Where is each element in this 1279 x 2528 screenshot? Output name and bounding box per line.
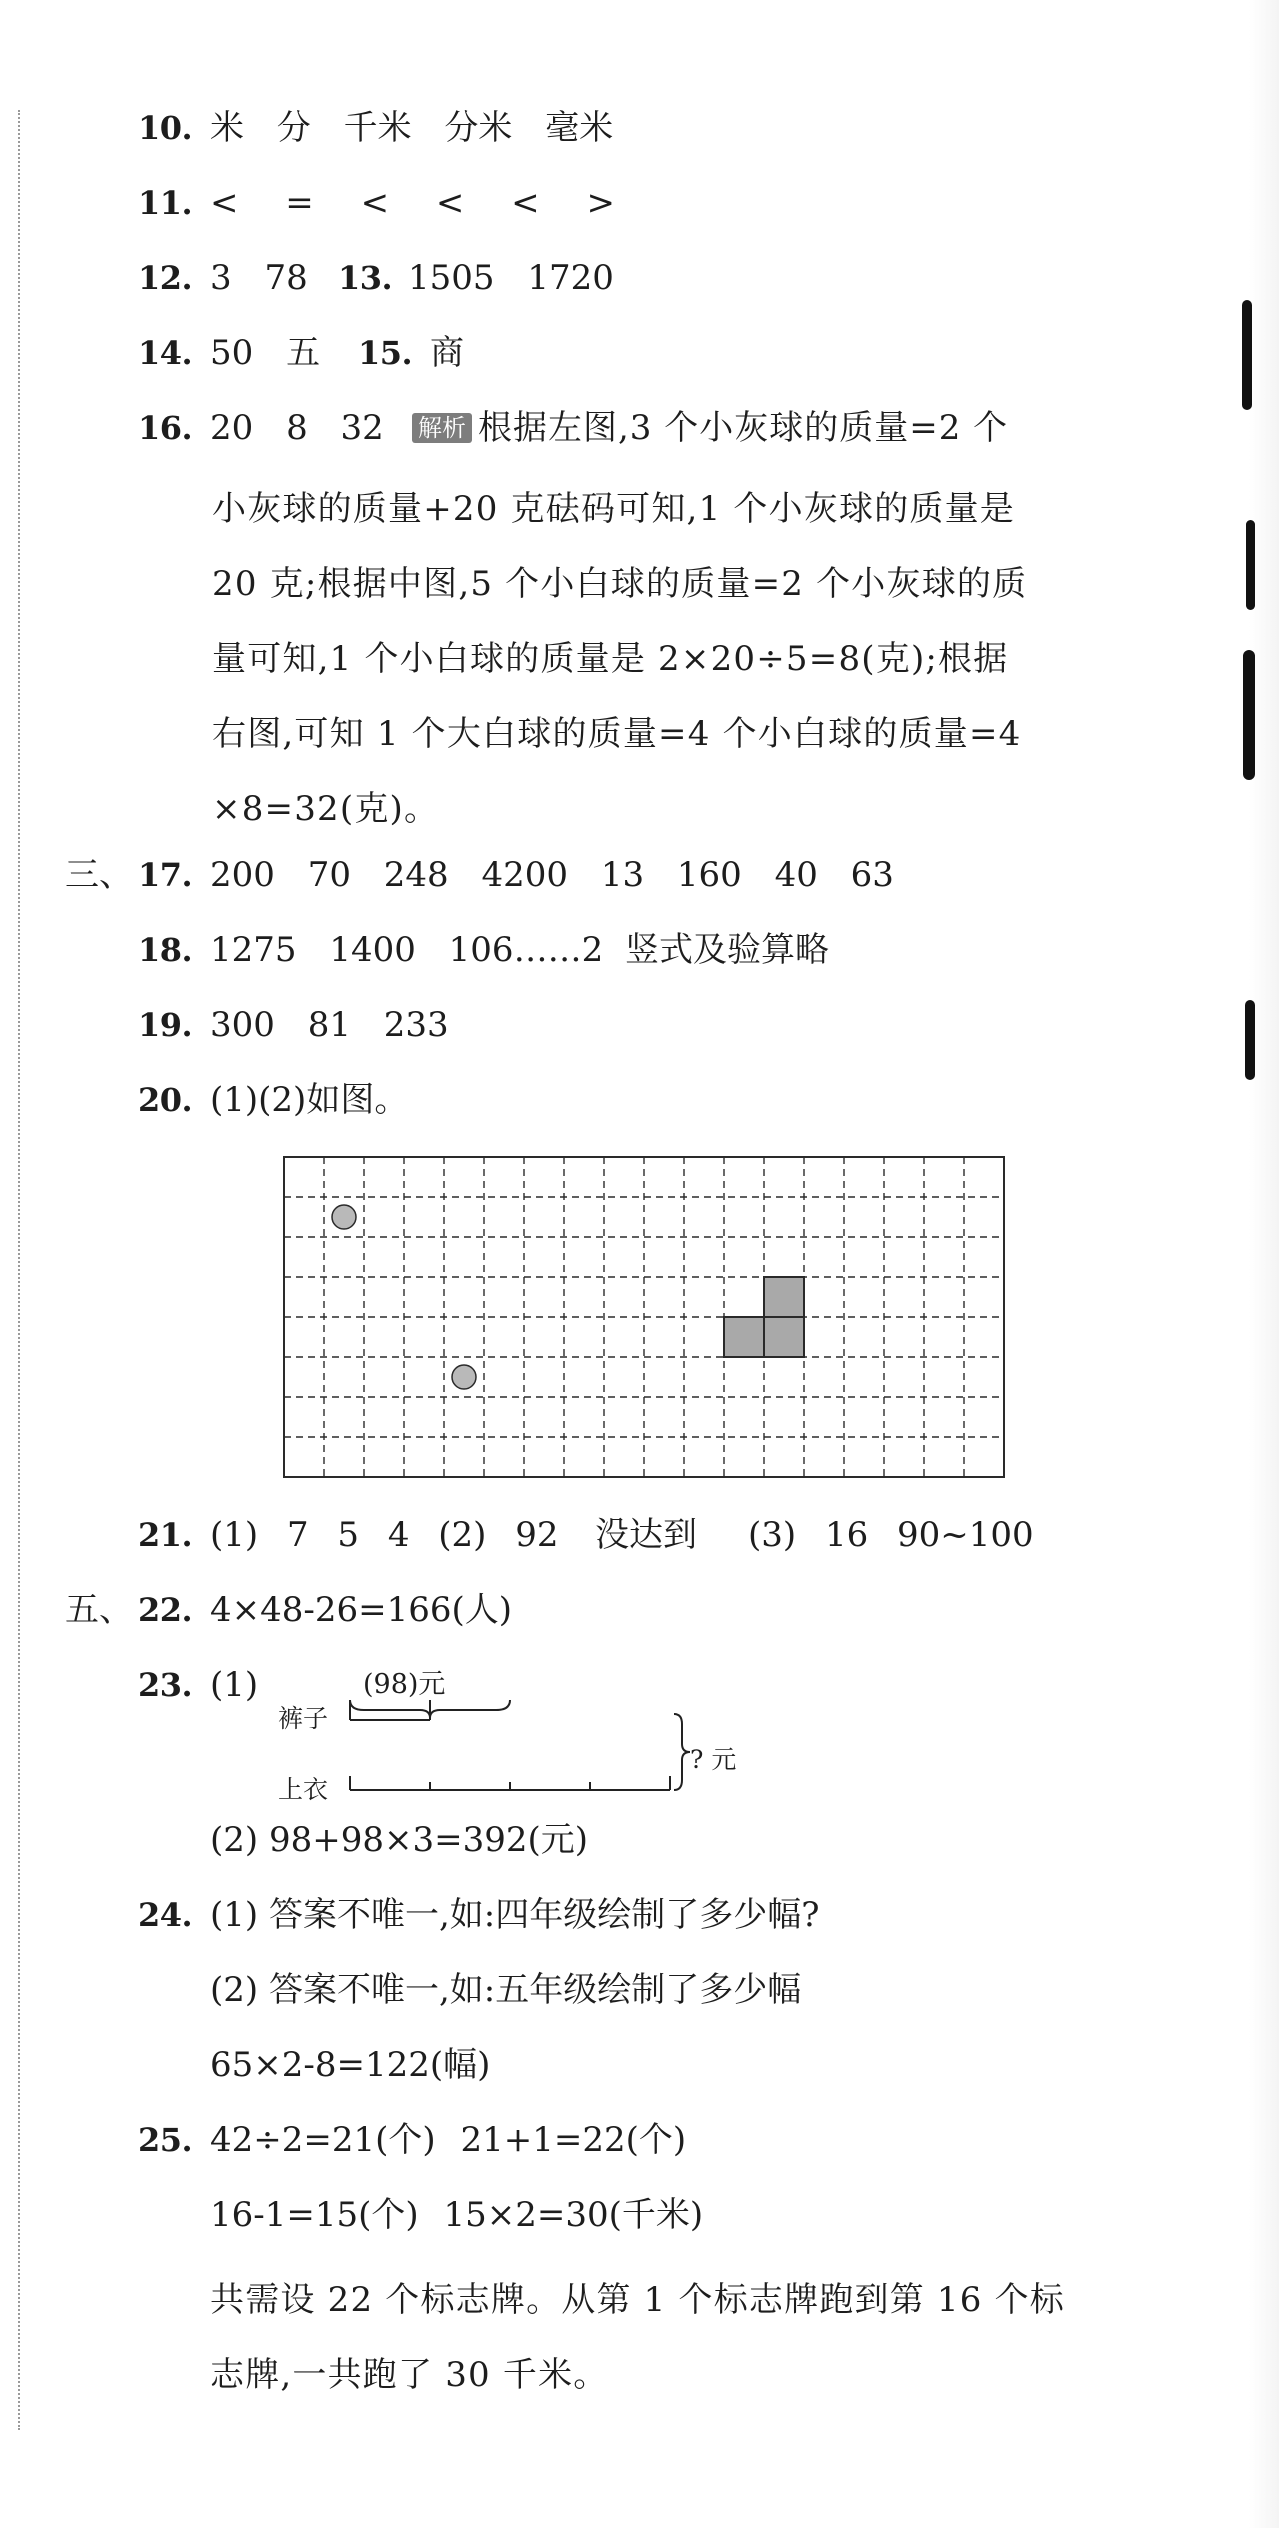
item-number: 18. [138, 931, 193, 969]
segment-lines [278, 1662, 778, 1812]
item-number: 17. [138, 856, 193, 894]
analysis-line: 右图,可知 1 个大白球的质量=4 个小白球的质量=4 [212, 714, 1022, 754]
answer-text: 300 81 233 [210, 1005, 449, 1045]
grid-figure [280, 1155, 1010, 1480]
answer-text: 志牌,一共跑了 30 千米。 [210, 2355, 609, 2395]
item-number: 25. [138, 2121, 193, 2159]
answer-text: 4×48-26=166(人) [210, 1590, 513, 1630]
analysis-line: 20 克;根据中图,5 个小白球的质量=2 个小灰球的质 [212, 564, 1028, 604]
item-number: 21. [138, 1516, 193, 1554]
value-label: (98)元 [363, 1669, 446, 1700]
total-label: ? 元 [690, 1745, 737, 1774]
shaded-cell [764, 1277, 804, 1317]
item-number: 13. [338, 259, 393, 297]
answer-text: 3 78 [210, 258, 308, 298]
grid-circle [332, 1205, 356, 1229]
analysis-line: 根据左图,3 个小灰球的质量=2 个 [478, 408, 1009, 448]
answer-text: < = < < < > [210, 183, 615, 223]
total-brace [674, 1714, 690, 1790]
item-number: 11. [138, 184, 193, 222]
answer-text: 20 8 32 [210, 408, 384, 448]
section-marker: 三、 [65, 855, 133, 895]
scan-mark [1246, 520, 1255, 610]
binding-dotted-line [18, 110, 20, 2430]
item-number: 19. [138, 1006, 193, 1044]
item-number: 10. [138, 109, 193, 147]
analysis-line: 量可知,1 个小白球的质量是 2×20÷5=8(克);根据 [212, 639, 1009, 679]
scan-mark [1242, 300, 1252, 410]
item-number: 23. [138, 1666, 193, 1704]
answer-text: (1) [210, 1665, 259, 1705]
shaded-cell [724, 1317, 764, 1357]
answer-text: 商 [430, 333, 464, 373]
answer-text: (2) 98+98×3=392(元) [210, 1820, 589, 1860]
answer-text: 42÷2=21(个) 21+1=22(个) [210, 2120, 687, 2160]
analysis-paragraph [212, 472, 1092, 847]
bar-lines [350, 1700, 670, 1790]
answer-text: 65×2-8=122(幅) [210, 2045, 491, 2085]
analysis-line: 小灰球的质量+20 克砝码可知,1 个小灰球的质量是 [212, 489, 1016, 529]
answer-text: 1275 1400 106……2 [210, 930, 604, 970]
answer-text: 米 分 千米 分米 毫米 [210, 108, 614, 148]
answer-text: 50 五 [210, 333, 321, 373]
item-number: 16. [138, 409, 193, 447]
page-edge-shadow [1249, 0, 1279, 2528]
item-number: 15. [358, 334, 413, 372]
answer-note: 竖式及验算略 [625, 930, 829, 970]
analysis-tag: 解析 [412, 413, 472, 443]
section-marker: 五、 [65, 1590, 133, 1630]
line-segment-diagram [278, 1662, 778, 1812]
scan-mark [1243, 650, 1255, 780]
grid-circle [452, 1365, 476, 1389]
shaded-cell [764, 1317, 804, 1357]
item-number: 20. [138, 1081, 193, 1119]
answer-text: (1) 答案不唯一,如:四年级绘制了多少幅? [210, 1895, 820, 1935]
item-number: 24. [138, 1896, 193, 1934]
pants-label: 裤子 [278, 1704, 329, 1733]
answer-text: (1)(2)如图。 [210, 1080, 409, 1120]
analysis-line: ×8=32(克)。 [212, 789, 440, 829]
answer-text: 共需设 22 个标志牌。从第 1 个标志牌跑到第 16 个标 [210, 2280, 1066, 2320]
answer-text: (2) 答案不唯一,如:五年级绘制了多少幅 [210, 1970, 802, 2010]
top-label: 上衣 [278, 1775, 329, 1804]
answer-text: (3) 16 90~100 [748, 1515, 1034, 1555]
answer-note: 没达到 [595, 1515, 697, 1555]
scan-mark [1245, 1000, 1255, 1080]
answer-text: 16-1=15(个) 15×2=30(千米) [210, 2195, 704, 2235]
answer-text: 200 70 248 4200 13 160 40 63 [210, 855, 894, 895]
item-number: 14. [138, 334, 193, 372]
answer-text: (1) 7 5 4 (2) 92 [210, 1515, 559, 1555]
answer-text: 1505 1720 [408, 258, 614, 298]
item-number: 22. [138, 1591, 193, 1629]
item-number: 12. [138, 259, 193, 297]
